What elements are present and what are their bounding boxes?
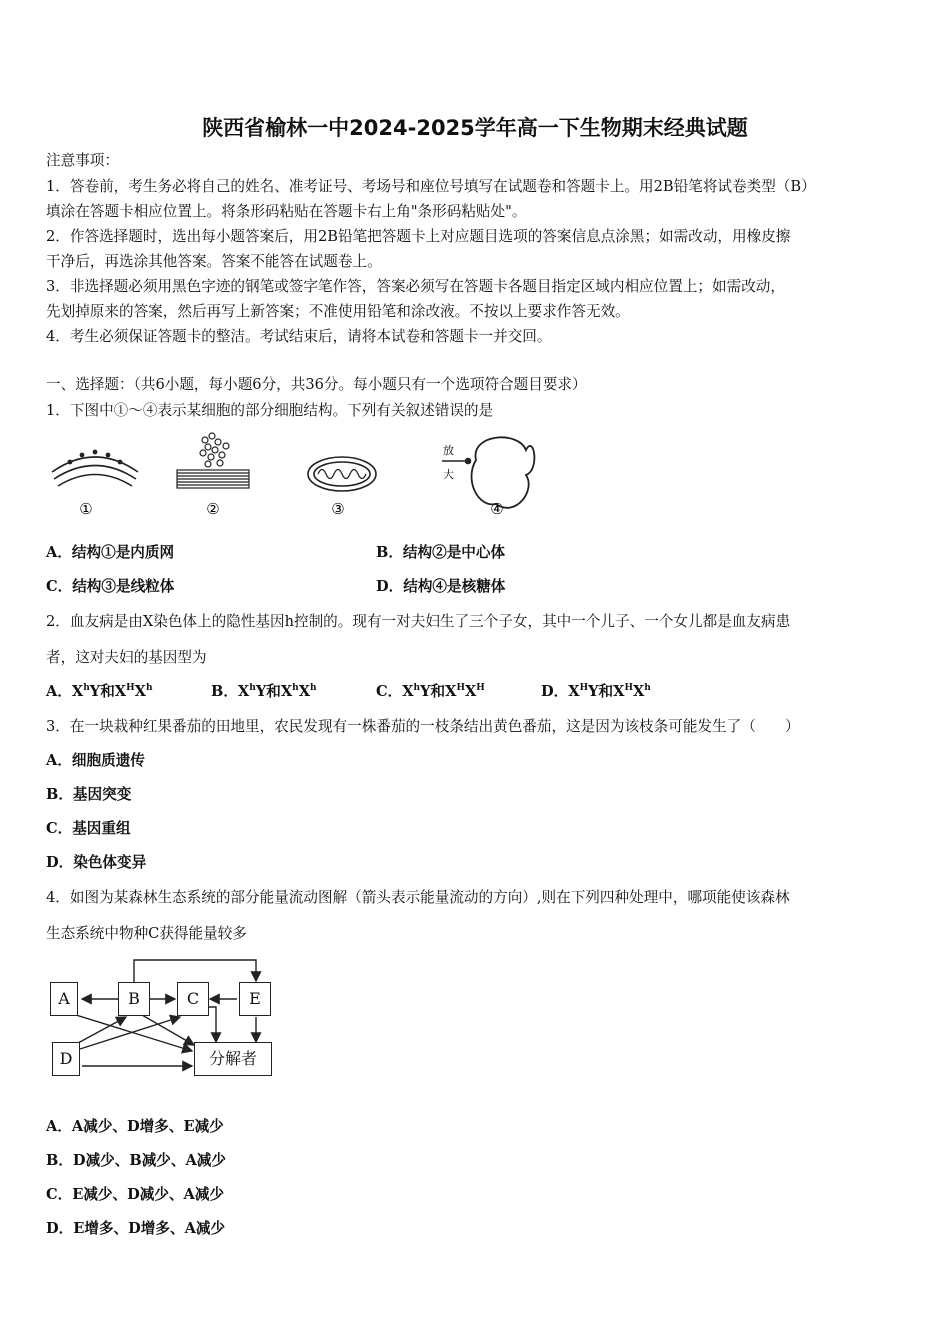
q3-option-d[interactable]: D．染色体变异 [46, 854, 147, 871]
structure-4-icon [442, 437, 534, 507]
notice-line-6: 先划掉原来的答案，然后再写上新答案；不准使用铅笔和涂改液。不按以上要求作答无效。 [46, 303, 630, 320]
node-c: C [177, 982, 209, 1016]
node-e: E [239, 982, 271, 1016]
q1-stem: 1．下图中①～④表示某细胞的部分细胞结构。下列有关叙述错误的是 [46, 402, 494, 419]
node-decomposer: 分解者 [194, 1042, 272, 1076]
q4-stem-2: 生态系统中物种C获得能量较多 [46, 925, 247, 942]
q2-stem-2: 者，这对夫妇的基因型为 [46, 649, 207, 666]
q2-option-c[interactable]: C．$X^hY$和$X^HX^H$ [376, 683, 485, 700]
q3-option-a[interactable]: A．细胞质遗传 [46, 752, 145, 769]
q4-option-c[interactable]: C．E减少、D减少、A减少 [46, 1186, 225, 1203]
page-title: 陕西省榆林一中2024-2025学年高一下生物期末经典试题 [202, 116, 748, 140]
label-3: ③ [331, 500, 345, 518]
notice-line-7: 4．考生必须保证答题卡的整洁。考试结束后，请将本试卷和答题卡一并交回。 [46, 328, 552, 345]
node-a: A [50, 982, 78, 1016]
cell-structures-figure [40, 430, 560, 525]
structure-2-centriole-icon [177, 433, 249, 488]
fig-text-fang: 放 [443, 444, 454, 457]
notice-line-5: 3．非选择题必须用黑色字迹的钢笔或签字笔作答，答案必须写在答题卡各题目指定区域内相应位置上；如需改动， [46, 278, 785, 295]
q1-option-d[interactable]: D．结构④是核糖体 [376, 578, 506, 595]
notice-line-2: 填涂在答题卡相应位置上。将条形码粘贴在答题卡右上角"条形码粘贴处"。 [46, 203, 527, 220]
q4-option-a[interactable]: A．A减少、D增多、E减少 [46, 1118, 224, 1135]
q3-stem: 3．在一块栽种红果番茄的田地里，农民发现有一株番茄的一枝条结出黄色番茄，这是因为该枝条可能发生了（ ） [46, 718, 800, 735]
q4-option-d[interactable]: D．E增多、D增多、A减少 [46, 1220, 226, 1237]
q3-option-b[interactable]: B．基因突变 [46, 786, 132, 803]
label-2: ② [206, 500, 220, 518]
q4-option-b[interactable]: B．D减少、B减少、A减少 [46, 1152, 226, 1169]
notice-heading: 注意事项： [46, 152, 119, 169]
q2-option-d[interactable]: D．$X^HY$和$X^HX^h$ [541, 683, 651, 700]
label-4: ④ [490, 500, 504, 518]
q2-option-b[interactable]: B．$X^hY$和$X^hX^h$ [211, 683, 317, 700]
q1-option-a[interactable]: A．结构①是内质网 [46, 544, 175, 561]
notice-line-1: 1．答卷前，考生务必将自己的姓名、准考证号、考场号和座位号填写在试题卷和答题卡上。用2B铅笔将试卷类型（B） [46, 178, 816, 195]
q1-option-b[interactable]: B．结构②是中心体 [376, 544, 506, 561]
energy-flow-diagram [44, 955, 284, 1085]
notice-line-3: 2．作答选择题时，选出每小题答案后，用2B铅笔把答题卡上对应题目选项的答案信息点涂黑；如需改动，用橡皮擦 [46, 228, 791, 245]
structure-1-er-icon [52, 450, 138, 486]
q2-stem-1: 2．血友病是由X染色体上的隐性基因h控制的。现有一对夫妇生了三个子女，其中一个儿子、一个女儿都是血友病患 [46, 613, 791, 630]
q4-stem-1: 4．如图为某森林生态系统的部分能量流动图解（箭头表示能量流动的方向）,则在下列四种处理中，哪项能使该森林 [46, 889, 790, 906]
label-1: ① [79, 500, 93, 518]
q2-option-a[interactable]: A．$X^hY$和$X^HX^h$ [46, 683, 153, 700]
notice-line-4: 干净后，再选涂其他答案。答案不能答在试题卷上。 [46, 253, 382, 270]
q1-option-c[interactable]: C．结构③是线粒体 [46, 578, 175, 595]
structure-3-mitochondrion-icon [308, 457, 376, 491]
fig-text-da: 大 [443, 468, 454, 481]
node-b: B [118, 982, 150, 1016]
section-heading: 一、选择题：（共6小题，每小题6分，共36分。每小题只有一个选项符合题目要求） [46, 376, 587, 393]
node-d: D [52, 1042, 80, 1076]
q3-option-c[interactable]: C．基因重组 [46, 820, 131, 837]
